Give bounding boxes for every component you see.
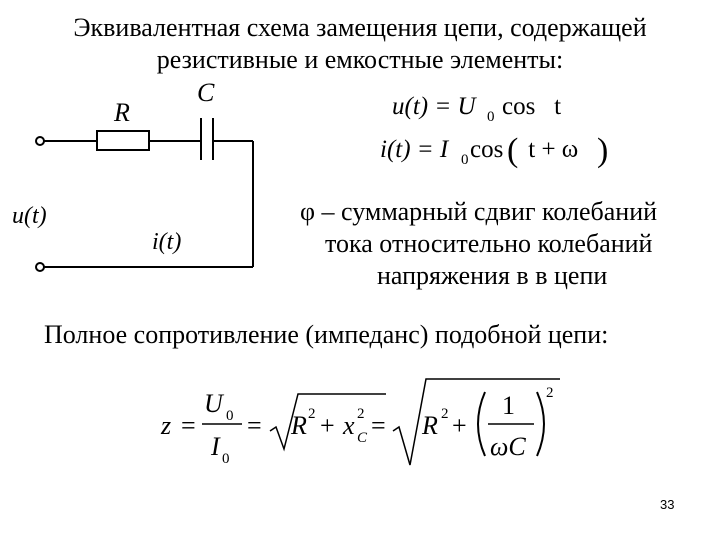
capacitor-label: C — [197, 78, 215, 107]
sqrt2-plus: + — [452, 411, 467, 440]
equals-sign-1: = — [181, 411, 196, 440]
impedance-heading: Полное сопротивление (импеданс) подобной цепи: — [44, 320, 609, 349]
page-number: 33 — [660, 497, 675, 512]
bottom-terminal — [36, 263, 44, 271]
outer-exp: 2 — [546, 385, 554, 401]
denominator-sub: 0 — [222, 451, 230, 467]
current-formula-paren-close: ) — [597, 132, 609, 169]
numerator-sub: 0 — [226, 408, 234, 424]
description-line1: φ – суммарный сдвиг колебаний — [300, 197, 658, 226]
sqrt-sign-2 — [393, 379, 560, 465]
current-formula-rhs: cos — [470, 136, 504, 163]
sqrt1-x: x — [343, 411, 355, 440]
slide-title-line2: резистивные и емкостные элементы: — [156, 45, 564, 74]
circuit-diagram — [36, 118, 253, 271]
voltage-label: u(t) — [12, 203, 47, 229]
inner-omega-c: ωC — [490, 432, 526, 461]
resistor-label: R — [114, 98, 130, 127]
inner-one: 1 — [502, 391, 515, 420]
current-formula-paren-open: ( — [507, 132, 519, 169]
impedance-formula — [160, 379, 560, 467]
current-formula-inner: t + ω — [522, 136, 579, 163]
impedance-z: z — [161, 411, 172, 440]
sqrt1-r: R — [291, 411, 307, 440]
top-terminal — [36, 137, 44, 145]
equals-sign-2: = — [247, 411, 262, 440]
fraction-denominator: I — [211, 432, 220, 461]
slide-title-line1: Эквивалентная схема замещения цепи, содержащей — [73, 13, 647, 42]
big-paren-right — [537, 392, 544, 456]
sqrt2-r: R — [422, 411, 438, 440]
current-formula-sub: 0 — [461, 152, 469, 168]
big-paren-left — [478, 392, 485, 456]
sqrt1-x-exp: 2 — [357, 406, 365, 422]
description-line2: тока относительно колебаний — [325, 229, 653, 258]
voltage-formula-lhs: u(t) = U — [392, 93, 476, 120]
sqrt2-r-exp: 2 — [441, 406, 449, 422]
voltage-formula-rhs: cos t — [502, 93, 562, 120]
voltage-formula-sub: 0 — [487, 109, 495, 125]
sqrt1-x-sub: C — [357, 430, 368, 446]
sqrt1-r-exp: 2 — [308, 406, 316, 422]
current-label: i(t) — [152, 229, 182, 255]
current-formula-lhs: i(t) = I — [380, 136, 449, 163]
equals-sign-3: = — [371, 411, 386, 440]
description-line3: напряжения в в цепи — [377, 261, 608, 290]
fraction-numerator: U — [204, 389, 223, 418]
sqrt1-plus: + — [320, 411, 335, 440]
resistor — [97, 131, 149, 150]
